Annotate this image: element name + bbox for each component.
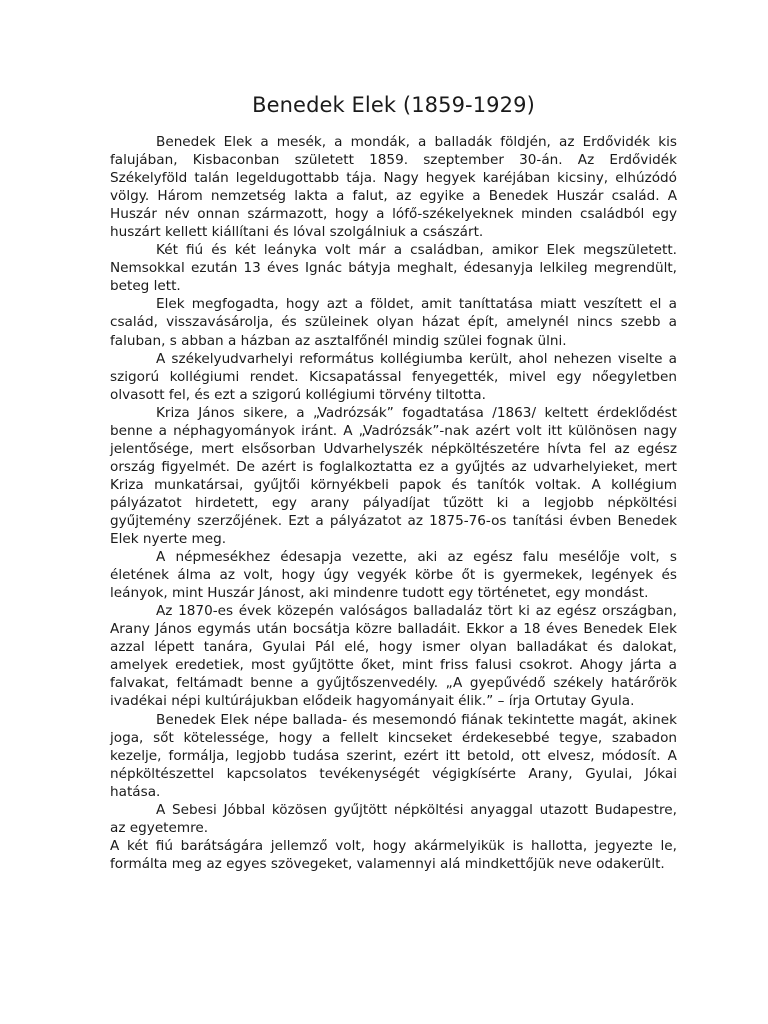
paragraph-8: Benedek Elek népe ballada- és mesemondó fiának tekintette magát, akinek joga, sőt kötelessége, hogy a fellelt kincseket érdekesebbé tegye, szabadon kezelje, formálja, legjobb tudása szerint, ezért itt betold, ott elvesz, módosít. A népköltészettel kapcsolatos tevékenységét végigkísérte Arany, Gyulai, Jókai hatása. [110, 711, 677, 800]
paragraph-7: Az 1870-es évek közepén valóságos balladaláz tört ki az egész országban, Arany János egymás után bocsátja közre balladáit. Ekkor a 18 éves Benedek Elek azzal lépett tanára, Gyulai Pál elé, hogy ismer olyan balladákat és dalokat, amelyek eredetiek, most gyűjtötte őket, mint friss falusi csokrot. Ahogy járta a falvakat, feltámadt benne a gyűjtőszenvedély. „A gyepűvédő székely határőrök ivadékai népi kultúrájukban elődeik hagyományait élik.” – írja Ortutay Gyula. [110, 603, 677, 710]
paragraph-2: Két fiú és két leányka volt már a családban, amikor Elek megszületett. Nemsokkal ezután 13 éves Ignác bátyja meghalt, édesanyja lelkileg megrendült, beteg lett. [110, 242, 677, 295]
paragraph-9: A Sebesi Jóbbal közösen gyűjtött népköltési anyaggal utazott Budapestre, az egyetemre. [110, 801, 677, 836]
paragraph-3: Elek megfogadta, hogy azt a földet, amit taníttatása miatt veszített el a család, visszavásárolja, és szüleinek olyan házat épít, amelynél nincs szebb a faluban, s abban a házban az asztalfőnél mindig szülei fognak ülni. [110, 296, 677, 349]
document-body [110, 133, 677, 873]
paragraph-6: A népmesékhez édesapja vezette, aki az egész falu mesélője volt, s életének álma az volt, hogy úgy vegyék körbe őt is gyermekek, legények és leányok, mint Huszár Jánost, aki mindenre tudott egy történetet, egy mondást. [110, 549, 677, 602]
document-page [110, 92, 677, 873]
page-title: Benedek Elek (1859-1929) [252, 93, 535, 117]
paragraph-10: A két fiú barátságára jellemző volt, hogy akármelyikük is hallotta, jegyezte le, formálta meg az egyes szövegeket, valamennyi alá mindkettőjük neve odakerült. [110, 837, 677, 872]
paragraph-5: Kriza János sikere, a „Vadrózsák” fogadtatása /1863/ keltett érdeklődést benne a néphagyományok iránt. A „Vadrózsák”-nak azért volt itt különösen nagy jelentősége, mert elsősorban Udvarhelyszék népköltészetére hívta fel az egész ország figyelmét. De azért is foglalkoztatta ez a gyűjtés az udvarhelyieket, mert Kriza munkatársai, gyűjtői környékbeli papok és tanítók voltak. A kollégium pályázatot hirdetett, egy arany pályadíjat tűzött ki a legjobb népköltési gyűjtemény szerzőjének. Ezt a pályázatot az 1875-76-os tanítási évben Benedek Elek nyerte meg. [110, 404, 677, 548]
paragraph-1: Benedek Elek a mesék, a mondák, a balladák földjén, az Erdővidék kis falujában, Kisbaconban született 1859. szeptember 30-án. Az Erdővidék Székelyföld talán legeldugottabb tája. Nagy hegyek karéjában kicsiny, elhúzódó völgy. Három nemzetség lakta a falut, az egyike a Benedek Huszár család. A Huszár név onnan származott, hogy a lófő-székelyeknek minden családból egy huszárt kellett kiállítani és lóval szolgálniuk a császárt. [110, 134, 677, 241]
paragraph-4: A székelyudvarhelyi református kollégiumba került, ahol nehezen viselte a szigorú kollégiumi rendet. Kicsapatással fenyegették, mivel egy nőegyletben olvasott fel, és ezt a szigorú kollégiumi törvény tiltotta. [110, 350, 677, 403]
